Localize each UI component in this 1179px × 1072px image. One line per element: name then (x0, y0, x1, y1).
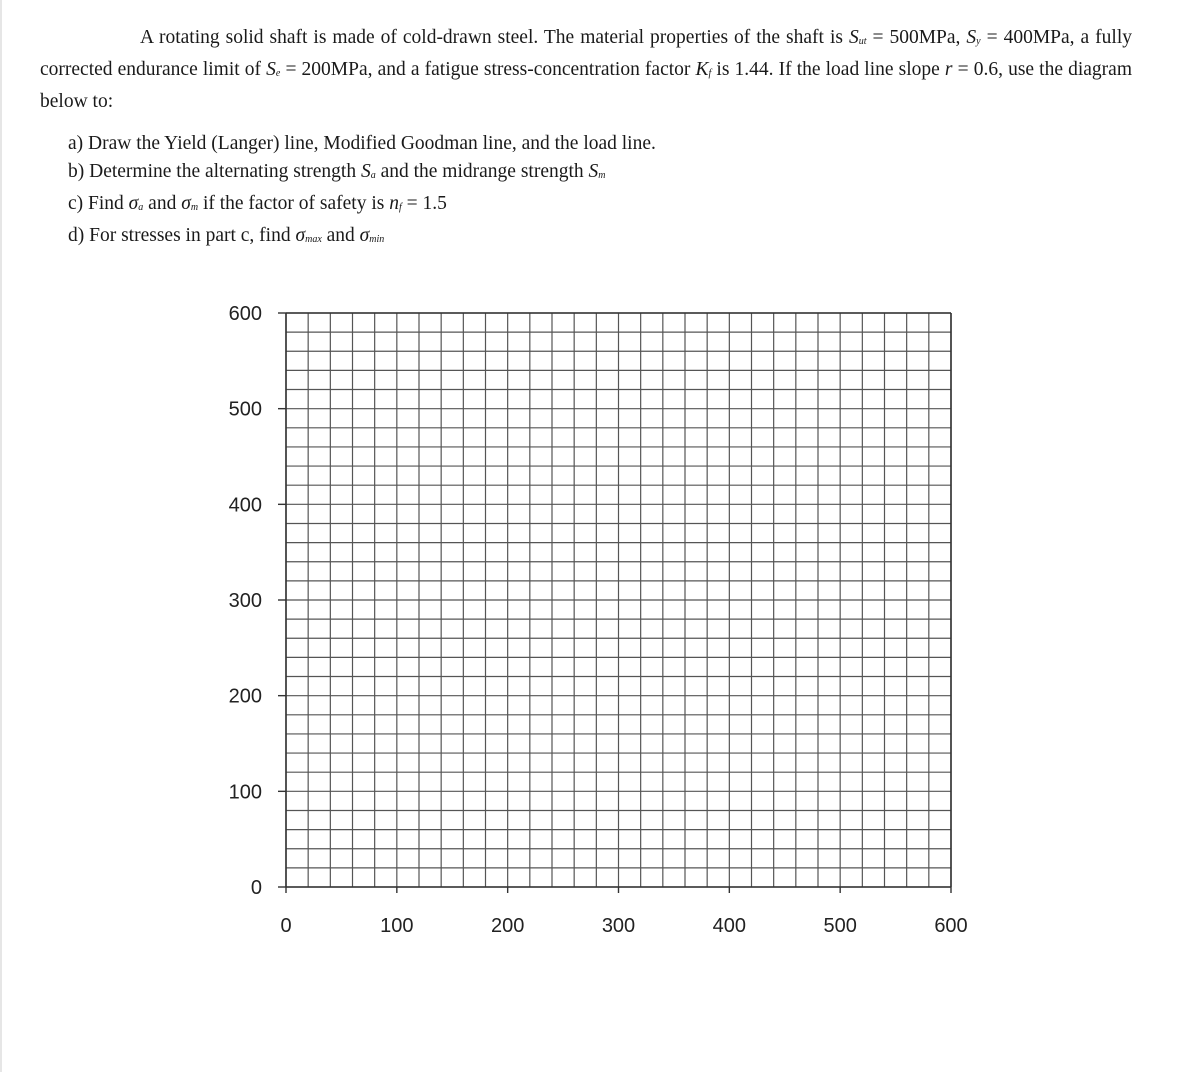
sigma-max-symbol: σ (295, 225, 306, 246)
sigma-max-subscript: max (305, 234, 322, 245)
kf-value: is 1.44. If the load line slope (711, 59, 945, 80)
sigma-min-subscript: min (369, 234, 385, 245)
sigma-m-subscript: m (190, 202, 199, 213)
sut-subscript: ut (858, 36, 867, 47)
task-d-and: and (321, 225, 360, 246)
x-tick-label: 400 (712, 915, 747, 937)
sm-subscript: m (598, 170, 606, 181)
y-tick-label: 500 (228, 398, 262, 421)
kf-symbol: K (695, 59, 709, 80)
nf-value: = 1.5 (401, 193, 447, 214)
nf-subscript: f (398, 202, 402, 213)
task-c-text: c) Find (68, 193, 129, 214)
y-tick-label: 0 (250, 877, 262, 899)
sut-symbol: S (848, 27, 859, 48)
x-tick-label: 600 (934, 915, 968, 937)
task-c-rest: if the factor of safety is (198, 193, 390, 214)
axes (278, 313, 951, 893)
sigma-a-subscript: a (138, 202, 144, 213)
y-tick-label: 300 (228, 590, 262, 612)
kf-subscript: f (708, 68, 712, 79)
task-b-text: b) Determine the alternating strength (68, 161, 361, 182)
se-subscript: e (275, 68, 281, 79)
y-tick-labels (229, 303, 262, 899)
se-symbol: S (266, 59, 276, 80)
grid-lines (286, 313, 951, 887)
sa-symbol: S (360, 161, 371, 182)
sut-value: = 500MPa, (866, 27, 967, 48)
sigma-min-symbol: σ (359, 225, 370, 246)
sy-value: = 400MPa, a fully corrected endurance limit of (40, 27, 1132, 80)
task-c-and: and (143, 193, 182, 214)
y-tick-label: 400 (228, 494, 262, 517)
sigma-a-symbol: σ (128, 193, 139, 214)
task-d-text: d) For stresses in part c, find (68, 225, 296, 246)
y-tick-label: 600 (228, 303, 262, 325)
x-tick-labels (280, 915, 967, 937)
task-b-mid: and the midrange strength (375, 161, 589, 182)
y-tick-label: 100 (228, 781, 262, 804)
x-tick-label: 100 (380, 915, 414, 937)
se-value: = 200MPa, and a fatigue stress-concentration factor (280, 59, 696, 80)
sy-subscript: y (976, 36, 981, 47)
sigma-m-symbol: σ (181, 193, 191, 214)
x-tick-label: 500 (823, 915, 857, 937)
r-symbol: r (944, 59, 953, 80)
y-tick-label: 200 (228, 685, 262, 708)
sy-symbol: S (966, 27, 977, 48)
r-value: = 0.6, use the diagram below to: (40, 59, 1132, 112)
task-a-text: a) Draw the Yield (Langer) line, Modified Goodman line, and the load line. (68, 133, 656, 154)
intro-text: A rotating solid shaft is made of cold-drawn steel. The material properties of the shaft is (140, 27, 849, 48)
x-tick-label: 0 (280, 915, 292, 937)
x-tick-label: 200 (490, 915, 525, 937)
sa-subscript: a (370, 170, 376, 181)
sm-symbol: S (588, 161, 599, 182)
x-tick-label: 300 (601, 915, 636, 937)
nf-symbol: n (389, 193, 399, 214)
